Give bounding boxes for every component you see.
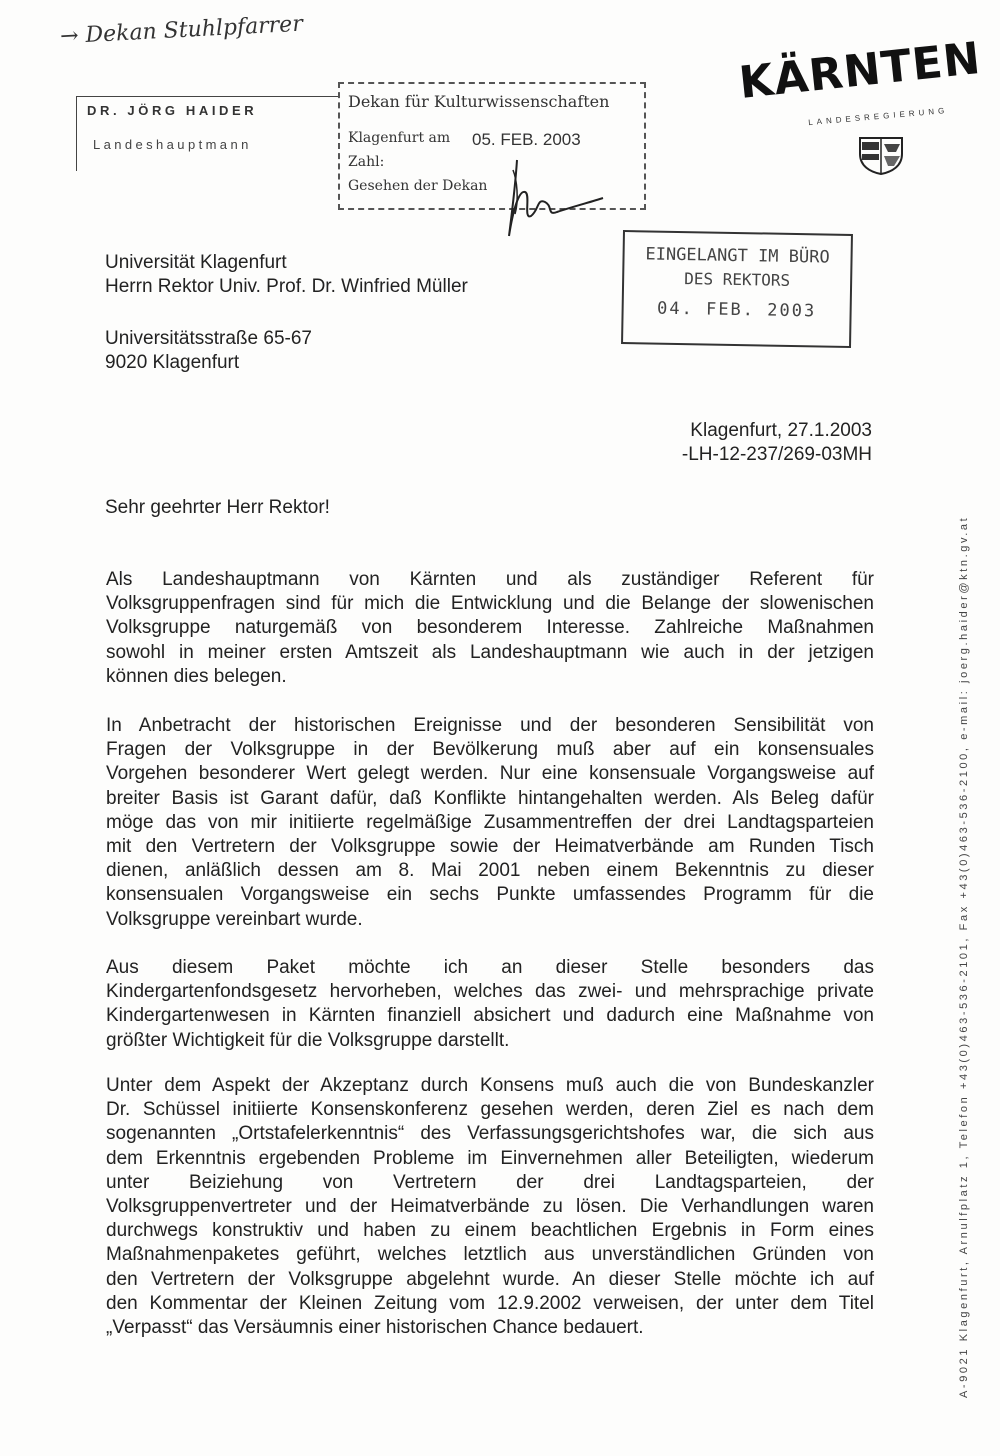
paragraph-line: dem Erkenntnis ergebenden Probleme im Einvernehmen aller Beteiligten, wiederum — [106, 1147, 874, 1169]
logo-wordmark: KÄRNTEN — [736, 32, 984, 109]
paragraph-line: Als Landeshauptmann von Kärnten und als zuständiger Referent für — [106, 569, 874, 590]
signature-icon — [495, 150, 605, 240]
paragraph-line: den Vertretern der Volksgruppe abgelehnt wurde. An dieser Stelle möchte ich auf — [106, 1268, 874, 1290]
coat-of-arms-icon — [856, 134, 906, 176]
paragraph-line: Unter dem Aspekt der Akzeptanz durch Konsens muß auch die von Bundeskanzler — [106, 1075, 874, 1096]
recipient-line: 9020 Klagenfurt — [105, 352, 240, 373]
paragraph-line: Kindergartenfondsgesetz hervorheben, welches das zwei- und mehrsprachige private — [106, 981, 874, 1003]
dean-stamp-number-label: Zahl: — [348, 154, 385, 170]
paragraph-line: In Anbetracht der historischen Ereignisse und der besonderen Sensibilität von — [106, 715, 874, 736]
paragraph-line: den Kommentar der Kleinen Zeitung vom 12.9.2002 verweisen, der unter dem Titel — [106, 1292, 874, 1314]
sender-title: Landeshauptmann — [93, 137, 252, 152]
reference-number: -LH-12-237/269-03MH — [681, 444, 872, 465]
recipient-line: Herrn Rektor Univ. Prof. Dr. Winfried Müller — [105, 276, 468, 297]
paragraph-line: größter Wichtigkeit für die Volksgruppe darstellt. — [106, 1029, 510, 1051]
paragraph-line: Volksgruppenvertreter und der Heimatverbände zu lösen. Die Verhandlungen waren — [106, 1195, 874, 1217]
paragraph-line: Dr. Schüssel initiierte Konsenskonferenz gesehen werden, deren Ziel es nach dem — [106, 1099, 874, 1121]
paragraph-line: Kindergartenwesen in Kärnten finanziell absichert und dadurch eine Maßnahme von — [106, 1005, 874, 1027]
paragraph-line: durchwegs konstruktiv und haben zu einem beachtlichen Ergebnis in Form eines — [106, 1220, 874, 1242]
rector-stamp-line2: DES REKTORS — [684, 269, 791, 290]
paragraph-line: sogenannten „Ortstafelerkenntnis“ des Verfassungsgerichtshofes war, die sich aus — [106, 1123, 874, 1145]
paragraph-line: breiter Basis ist Garant dafür, daß Konflikte hintangehalten werden. Als Beleg dafür — [106, 787, 874, 809]
paragraph-line: sowohl in meiner ersten Amtszeit als Landeshauptmann wie auch in der jetzigen — [106, 641, 874, 663]
paragraph-line: Aus diesem Paket möchte ich an dieser Stelle besonders das — [106, 957, 874, 978]
salutation: Sehr geehrter Herr Rektor! — [105, 497, 330, 518]
paragraph-line: unter Beiziehung von Vertretern der drei Landtagsparteien, der — [106, 1171, 874, 1193]
dean-stamp-date: 05. FEB. 2003 — [472, 130, 581, 149]
contact-footer: A-9021 Klagenfurt, Arnulfplatz 1, Telefon +43(0)463-536-2101, Fax +43(0)463-536-2100, e-mail: joerg.haider@ktn.gv.at — [958, 515, 970, 1398]
paragraph-line: Volksgruppenfragen sind für mich die Entwicklung und die Belange der slowenischen — [106, 593, 874, 615]
paragraph-line: Volksgruppe naturgemäß von besonderem Interesse. Zahlreiche Maßnahmen — [106, 617, 874, 639]
paragraph-line: konsensualen Vorgangsweise ein sechs Punkte umfassendes Programm für die — [106, 884, 874, 906]
recipient-line: Universitätsstraße 65-67 — [105, 328, 312, 349]
paragraph-line: „Verpasst“ das Versäumnis einer historischen Chance bedauert. — [106, 1316, 644, 1338]
paragraph-line: möge das von mir initiierte regelmäßige Zusammentreffen der drei Landtagsparteien — [106, 811, 874, 833]
paragraph-line: dienen, anläßlich dessen am 8. Mai 2001 neben einem Bekenntnis zu dieser — [106, 860, 874, 882]
paragraph-line: mit den Vertretern der Volksgruppe sowie der Heimatverbände am Runden Tisch — [106, 835, 874, 857]
paragraph-line: Volksgruppe vereinbart wurde. — [106, 908, 363, 930]
recipient-line: Universität Klagenfurt — [105, 252, 287, 273]
handwritten-note: → Dekan Stuhlpfarrer — [59, 11, 304, 50]
sender-block — [76, 96, 339, 171]
body-paragraph — [106, 956, 874, 1053]
paragraph-line: können dies belegen. — [106, 665, 287, 687]
sender-name: DR. JÖRG HAIDER — [87, 103, 258, 118]
body-paragraph — [106, 714, 874, 932]
dean-stamp-office: Dekan für Kulturwissenschaften — [348, 92, 610, 111]
rector-stamp-line1: EINGELANGT IM BÜRO — [645, 244, 830, 268]
rector-stamp-date: 04. FEB. 2003 — [656, 298, 817, 322]
paragraph-line: Fragen der Volksgruppe in der Bevölkerung muß aber auf ein konsensuales — [106, 739, 874, 761]
paragraph-line: Vorgehen besonderer Wert gelegt werden. Nur eine konsensuale Vorgangsweise auf — [106, 763, 874, 785]
rector-stamp — [621, 230, 853, 348]
body-paragraph — [106, 1074, 874, 1340]
logo-subtitle: LANDESREGIERUNG — [807, 105, 949, 128]
place-date: Klagenfurt, 27.1.2003 — [690, 420, 872, 441]
dean-stamp-place-label: Klagenfurt am — [348, 130, 451, 146]
dean-stamp-seen-label: Gesehen der Dekan — [348, 178, 488, 194]
body-paragraph — [106, 568, 874, 689]
paragraph-line: Maßnahmenpaketes geführt, welches letztlich aus unverständlichen Gründen von — [106, 1244, 874, 1266]
